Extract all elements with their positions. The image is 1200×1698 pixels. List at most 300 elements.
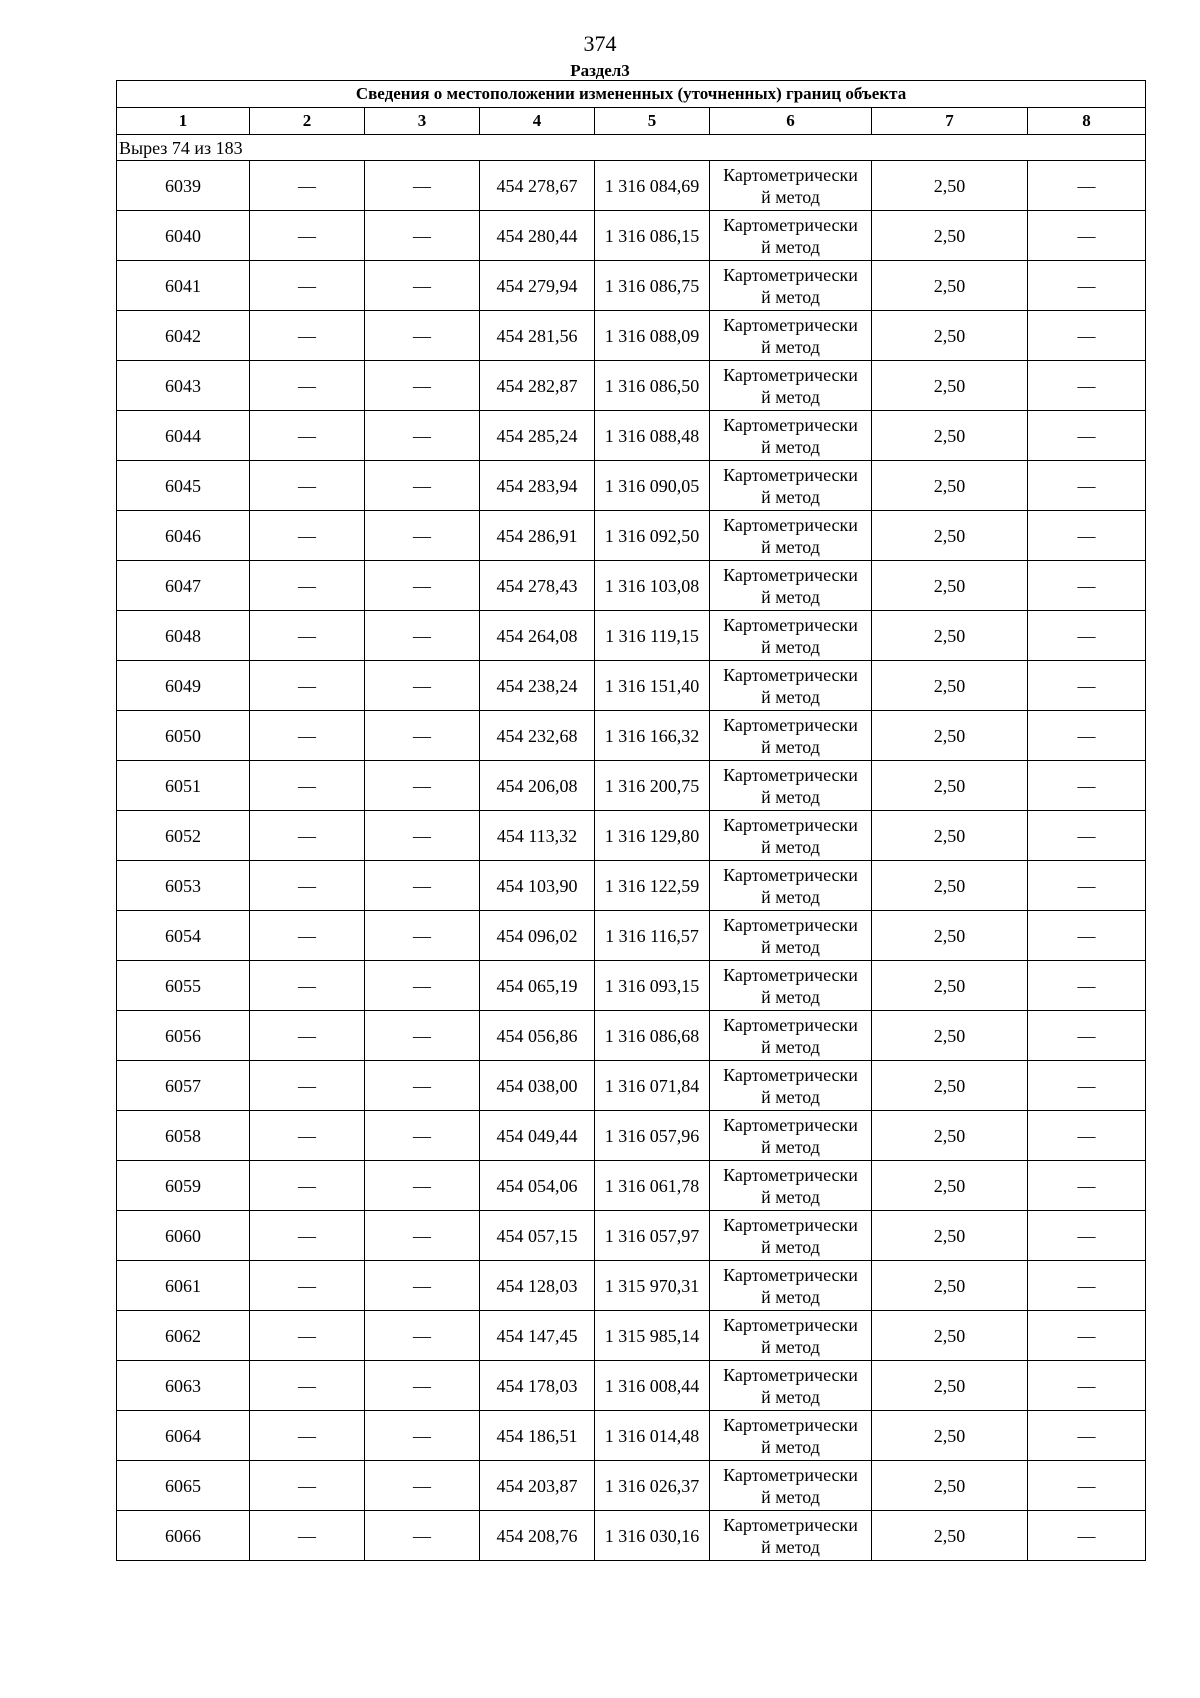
col8-cell: —: [1028, 611, 1146, 661]
table-row: [117, 1061, 1146, 1111]
col2-cell: —: [250, 1111, 365, 1161]
point-number-cell: 6066: [117, 1511, 250, 1561]
method-line-1: Картометрически: [723, 1164, 858, 1185]
col8-cell: —: [1028, 1511, 1146, 1561]
column-number-header: 3: [365, 108, 480, 135]
method-cell: [710, 211, 872, 261]
table-row: [117, 1361, 1146, 1411]
method-cell: [710, 161, 872, 211]
accuracy-cell: 2,50: [872, 311, 1028, 361]
point-number-cell: 6039: [117, 161, 250, 211]
method-line-1: Картометрически: [723, 664, 858, 685]
accuracy-cell: 2,50: [872, 1061, 1028, 1111]
col8-cell: —: [1028, 261, 1146, 311]
col2-cell: —: [250, 1511, 365, 1561]
method-line-1: Картометрически: [723, 214, 858, 235]
x-coordinate-cell: 454 278,43: [480, 561, 595, 611]
col8-cell: —: [1028, 1061, 1146, 1111]
col8-cell: —: [1028, 1361, 1146, 1411]
accuracy-cell: 2,50: [872, 811, 1028, 861]
col2-cell: —: [250, 1461, 365, 1511]
table-row: [117, 1011, 1146, 1061]
x-coordinate-cell: 454 203,87: [480, 1461, 595, 1511]
table-row: [117, 1261, 1146, 1311]
table-row: [117, 661, 1146, 711]
method-cell: [710, 661, 872, 711]
y-coordinate-cell: 1 316 071,84: [595, 1061, 710, 1111]
method-line-2: й метод: [761, 1036, 820, 1057]
y-coordinate-cell: 1 316 030,16: [595, 1511, 710, 1561]
method-cell: [710, 311, 872, 361]
col3-cell: —: [365, 511, 480, 561]
x-coordinate-cell: 454 278,67: [480, 161, 595, 211]
method-line-1: Картометрически: [723, 164, 858, 185]
method-line-1: Картометрически: [723, 1314, 858, 1335]
col3-cell: —: [365, 1061, 480, 1111]
y-coordinate-cell: 1 316 090,05: [595, 461, 710, 511]
method-cell: [710, 1411, 872, 1461]
method-cell: [710, 1511, 872, 1561]
col8-cell: —: [1028, 1161, 1146, 1211]
col3-cell: —: [365, 311, 480, 361]
col8-cell: —: [1028, 211, 1146, 261]
accuracy-cell: 2,50: [872, 361, 1028, 411]
x-coordinate-cell: 454 056,86: [480, 1011, 595, 1061]
x-coordinate-cell: 454 279,94: [480, 261, 595, 311]
y-coordinate-cell: 1 315 985,14: [595, 1311, 710, 1361]
method-line-1: Картометрически: [723, 364, 858, 385]
y-coordinate-cell: 1 316 086,15: [595, 211, 710, 261]
col3-cell: —: [365, 1311, 480, 1361]
y-coordinate-cell: 1 316 122,59: [595, 861, 710, 911]
accuracy-cell: 2,50: [872, 461, 1028, 511]
method-cell: [710, 361, 872, 411]
col2-cell: —: [250, 1011, 365, 1061]
col3-cell: —: [365, 461, 480, 511]
accuracy-cell: 2,50: [872, 211, 1028, 261]
table-row: [117, 811, 1146, 861]
method-line-2: й метод: [761, 286, 820, 307]
col2-cell: —: [250, 911, 365, 961]
point-number-cell: 6059: [117, 1161, 250, 1211]
y-coordinate-cell: 1 316 093,15: [595, 961, 710, 1011]
table-row: [117, 761, 1146, 811]
method-line-1: Картометрически: [723, 964, 858, 985]
method-cell: [710, 411, 872, 461]
method-line-2: й метод: [761, 386, 820, 407]
col8-cell: —: [1028, 711, 1146, 761]
table-row: [117, 961, 1146, 1011]
method-cell: [710, 1011, 872, 1061]
x-coordinate-cell: 454 057,15: [480, 1211, 595, 1261]
table-row: [117, 461, 1146, 511]
col8-cell: —: [1028, 761, 1146, 811]
col8-cell: —: [1028, 1211, 1146, 1261]
table-row: [117, 1461, 1146, 1511]
col3-cell: —: [365, 1411, 480, 1461]
method-line-2: й метод: [761, 736, 820, 757]
col2-cell: —: [250, 961, 365, 1011]
point-number-cell: 6041: [117, 261, 250, 311]
col2-cell: —: [250, 661, 365, 711]
point-number-cell: 6047: [117, 561, 250, 611]
method-line-1: Картометрически: [723, 714, 858, 735]
point-number-cell: 6062: [117, 1311, 250, 1361]
y-coordinate-cell: 1 316 086,68: [595, 1011, 710, 1061]
y-coordinate-cell: 1 316 014,48: [595, 1411, 710, 1461]
col8-cell: —: [1028, 1011, 1146, 1061]
x-coordinate-cell: 454 186,51: [480, 1411, 595, 1461]
y-coordinate-cell: 1 316 057,96: [595, 1111, 710, 1161]
method-line-2: й метод: [761, 486, 820, 507]
method-line-2: й метод: [761, 886, 820, 907]
method-line-2: й метод: [761, 336, 820, 357]
y-coordinate-cell: 1 316 088,48: [595, 411, 710, 461]
table-row: [117, 861, 1146, 911]
page-number: 374: [583, 31, 617, 56]
table-caption: Сведения о местоположении измененных (уточненных) границ объекта: [117, 81, 1146, 108]
accuracy-cell: 2,50: [872, 161, 1028, 211]
method-cell: [710, 1111, 872, 1161]
method-cell: [710, 561, 872, 611]
y-coordinate-cell: 1 316 088,09: [595, 311, 710, 361]
col2-cell: —: [250, 1261, 365, 1311]
method-line-2: й метод: [761, 186, 820, 207]
method-cell: [710, 911, 872, 961]
accuracy-cell: 2,50: [872, 1311, 1028, 1361]
col2-cell: —: [250, 261, 365, 311]
method-line-2: й метод: [761, 786, 820, 807]
col8-cell: —: [1028, 811, 1146, 861]
col8-cell: —: [1028, 461, 1146, 511]
accuracy-cell: 2,50: [872, 761, 1028, 811]
table-row: [117, 711, 1146, 761]
accuracy-cell: 2,50: [872, 411, 1028, 461]
method-line-1: Картометрически: [723, 1464, 858, 1485]
table-row: [117, 1311, 1146, 1361]
y-coordinate-cell: 1 316 119,15: [595, 611, 710, 661]
y-coordinate-cell: 1 316 026,37: [595, 1461, 710, 1511]
method-line-1: Картометрически: [723, 1264, 858, 1285]
col8-cell: —: [1028, 411, 1146, 461]
method-line-1: Картометрически: [723, 1064, 858, 1085]
col2-cell: —: [250, 1411, 365, 1461]
method-line-2: й метод: [761, 1336, 820, 1357]
y-coordinate-cell: 1 316 008,44: [595, 1361, 710, 1411]
point-number-cell: 6058: [117, 1111, 250, 1161]
col8-cell: —: [1028, 1461, 1146, 1511]
column-number-header: 8: [1028, 108, 1146, 135]
method-line-1: Картометрически: [723, 564, 858, 585]
col3-cell: —: [365, 411, 480, 461]
point-number-cell: 6056: [117, 1011, 250, 1061]
method-line-1: Картометрически: [723, 864, 858, 885]
col2-cell: —: [250, 461, 365, 511]
column-number-header: 2: [250, 108, 365, 135]
y-coordinate-cell: 1 316 057,97: [595, 1211, 710, 1261]
col3-cell: —: [365, 811, 480, 861]
point-number-cell: 6050: [117, 711, 250, 761]
method-line-2: й метод: [761, 936, 820, 957]
point-number-cell: 6048: [117, 611, 250, 661]
x-coordinate-cell: 454 206,08: [480, 761, 595, 811]
x-coordinate-cell: 454 232,68: [480, 711, 595, 761]
table-row: [117, 561, 1146, 611]
col8-cell: —: [1028, 361, 1146, 411]
accuracy-cell: 2,50: [872, 511, 1028, 561]
x-coordinate-cell: 454 281,56: [480, 311, 595, 361]
table-row: [117, 161, 1146, 211]
col2-cell: —: [250, 1211, 365, 1261]
accuracy-cell: 2,50: [872, 1161, 1028, 1211]
method-line-2: й метод: [761, 1286, 820, 1307]
table-row: [117, 1111, 1146, 1161]
method-line-2: й метод: [761, 1536, 820, 1557]
point-number-cell: 6055: [117, 961, 250, 1011]
col2-cell: —: [250, 761, 365, 811]
col3-cell: —: [365, 1111, 480, 1161]
point-number-cell: 6042: [117, 311, 250, 361]
col3-cell: —: [365, 261, 480, 311]
method-line-1: Картометрически: [723, 1114, 858, 1135]
x-coordinate-cell: 454 103,90: [480, 861, 595, 911]
method-line-1: Картометрически: [723, 314, 858, 335]
accuracy-cell: 2,50: [872, 711, 1028, 761]
accuracy-cell: 2,50: [872, 1411, 1028, 1461]
col3-cell: —: [365, 561, 480, 611]
table-row: [117, 311, 1146, 361]
point-number-cell: 6053: [117, 861, 250, 911]
point-number-cell: 6061: [117, 1261, 250, 1311]
col2-cell: —: [250, 611, 365, 661]
col3-cell: —: [365, 1261, 480, 1311]
x-coordinate-cell: 454 096,02: [480, 911, 595, 961]
method-line-1: Картометрически: [723, 1414, 858, 1435]
table-row: [117, 261, 1146, 311]
method-line-1: Картометрически: [723, 1514, 858, 1535]
method-line-2: й метод: [761, 1386, 820, 1407]
method-line-2: й метод: [761, 436, 820, 457]
method-cell: [710, 1161, 872, 1211]
col2-cell: —: [250, 1361, 365, 1411]
y-coordinate-cell: 1 316 061,78: [595, 1161, 710, 1211]
col2-cell: —: [250, 1161, 365, 1211]
x-coordinate-cell: 454 285,24: [480, 411, 595, 461]
method-line-2: й метод: [761, 686, 820, 707]
cut-label: Вырез 74 из 183: [117, 135, 1146, 161]
method-line-2: й метод: [761, 636, 820, 657]
col3-cell: —: [365, 1361, 480, 1411]
col2-cell: —: [250, 211, 365, 261]
y-coordinate-cell: 1 316 092,50: [595, 511, 710, 561]
y-coordinate-cell: 1 316 200,75: [595, 761, 710, 811]
method-cell: [710, 811, 872, 861]
col8-cell: —: [1028, 561, 1146, 611]
method-line-2: й метод: [761, 1486, 820, 1507]
x-coordinate-cell: 454 280,44: [480, 211, 595, 261]
x-coordinate-cell: 454 282,87: [480, 361, 595, 411]
y-coordinate-cell: 1 316 151,40: [595, 661, 710, 711]
accuracy-cell: 2,50: [872, 911, 1028, 961]
col3-cell: —: [365, 1461, 480, 1511]
method-line-1: Картометрически: [723, 1014, 858, 1035]
col8-cell: —: [1028, 161, 1146, 211]
x-coordinate-cell: 454 283,94: [480, 461, 595, 511]
col3-cell: —: [365, 1011, 480, 1061]
method-cell: [710, 711, 872, 761]
method-line-1: Картометрически: [723, 764, 858, 785]
method-line-1: Картометрически: [723, 814, 858, 835]
accuracy-cell: 2,50: [872, 661, 1028, 711]
table-row: [117, 411, 1146, 461]
col3-cell: —: [365, 1511, 480, 1561]
x-coordinate-cell: 454 238,24: [480, 661, 595, 711]
method-cell: [710, 611, 872, 661]
accuracy-cell: 2,50: [872, 611, 1028, 661]
method-line-2: й метод: [761, 236, 820, 257]
method-line-2: й метод: [761, 1136, 820, 1157]
method-line-1: Картометрически: [723, 264, 858, 285]
col3-cell: —: [365, 1211, 480, 1261]
col8-cell: —: [1028, 661, 1146, 711]
method-line-2: й метод: [761, 986, 820, 1007]
column-number-header: 6: [710, 108, 872, 135]
col8-cell: —: [1028, 511, 1146, 561]
method-cell: [710, 1461, 872, 1511]
col3-cell: —: [365, 961, 480, 1011]
point-number-cell: 6040: [117, 211, 250, 261]
method-cell: [710, 761, 872, 811]
accuracy-cell: 2,50: [872, 1361, 1028, 1411]
col3-cell: —: [365, 161, 480, 211]
table-row: [117, 611, 1146, 661]
point-number-cell: 6054: [117, 911, 250, 961]
col3-cell: —: [365, 211, 480, 261]
col2-cell: —: [250, 861, 365, 911]
col8-cell: —: [1028, 1261, 1146, 1311]
y-coordinate-cell: 1 316 103,08: [595, 561, 710, 611]
method-cell: [710, 961, 872, 1011]
table-row: [117, 511, 1146, 561]
col3-cell: —: [365, 361, 480, 411]
x-coordinate-cell: 454 065,19: [480, 961, 595, 1011]
col8-cell: —: [1028, 1411, 1146, 1461]
accuracy-cell: 2,50: [872, 1011, 1028, 1061]
method-cell: [710, 511, 872, 561]
method-cell: [710, 1061, 872, 1111]
col2-cell: —: [250, 311, 365, 361]
accuracy-cell: 2,50: [872, 1461, 1028, 1511]
x-coordinate-cell: 454 264,08: [480, 611, 595, 661]
section-title: Раздел3: [570, 61, 630, 80]
col3-cell: —: [365, 861, 480, 911]
method-line-2: й метод: [761, 536, 820, 557]
col8-cell: —: [1028, 861, 1146, 911]
column-number-header: 4: [480, 108, 595, 135]
y-coordinate-cell: 1 316 129,80: [595, 811, 710, 861]
y-coordinate-cell: 1 316 084,69: [595, 161, 710, 211]
accuracy-cell: 2,50: [872, 261, 1028, 311]
col2-cell: —: [250, 811, 365, 861]
point-number-cell: 6051: [117, 761, 250, 811]
accuracy-cell: 2,50: [872, 561, 1028, 611]
point-number-cell: 6044: [117, 411, 250, 461]
col8-cell: —: [1028, 1111, 1146, 1161]
method-cell: [710, 1211, 872, 1261]
accuracy-cell: 2,50: [872, 1111, 1028, 1161]
method-line-1: Картометрически: [723, 914, 858, 935]
point-number-cell: 6063: [117, 1361, 250, 1411]
accuracy-cell: 2,50: [872, 961, 1028, 1011]
y-coordinate-cell: 1 316 086,75: [595, 261, 710, 311]
method-cell: [710, 1361, 872, 1411]
x-coordinate-cell: 454 286,91: [480, 511, 595, 561]
col2-cell: —: [250, 1061, 365, 1111]
table-row: [117, 1161, 1146, 1211]
x-coordinate-cell: 454 208,76: [480, 1511, 595, 1561]
point-number-cell: 6065: [117, 1461, 250, 1511]
accuracy-cell: 2,50: [872, 1261, 1028, 1311]
col2-cell: —: [250, 161, 365, 211]
x-coordinate-cell: 454 147,45: [480, 1311, 595, 1361]
accuracy-cell: 2,50: [872, 1211, 1028, 1261]
col8-cell: —: [1028, 1311, 1146, 1361]
y-coordinate-cell: 1 316 166,32: [595, 711, 710, 761]
x-coordinate-cell: 454 049,44: [480, 1111, 595, 1161]
col8-cell: —: [1028, 961, 1146, 1011]
method-cell: [710, 861, 872, 911]
method-line-2: й метод: [761, 1186, 820, 1207]
point-number-cell: 6057: [117, 1061, 250, 1111]
col3-cell: —: [365, 661, 480, 711]
table-row: [117, 211, 1146, 261]
col3-cell: —: [365, 711, 480, 761]
table-row: [117, 361, 1146, 411]
method-cell: [710, 1311, 872, 1361]
x-coordinate-cell: 454 128,03: [480, 1261, 595, 1311]
y-coordinate-cell: 1 316 116,57: [595, 911, 710, 961]
x-coordinate-cell: 454 178,03: [480, 1361, 595, 1411]
method-line-2: й метод: [761, 1086, 820, 1107]
method-cell: [710, 1261, 872, 1311]
col2-cell: —: [250, 711, 365, 761]
method-line-1: Картометрически: [723, 1364, 858, 1385]
x-coordinate-cell: 454 113,32: [480, 811, 595, 861]
col2-cell: —: [250, 361, 365, 411]
column-number-header: 7: [872, 108, 1028, 135]
x-coordinate-cell: 454 038,00: [480, 1061, 595, 1111]
point-number-cell: 6064: [117, 1411, 250, 1461]
method-line-2: й метод: [761, 1436, 820, 1457]
col3-cell: —: [365, 761, 480, 811]
col2-cell: —: [250, 411, 365, 461]
col2-cell: —: [250, 1311, 365, 1361]
column-number-header: 5: [595, 108, 710, 135]
method-line-2: й метод: [761, 836, 820, 857]
table-row: [117, 911, 1146, 961]
method-cell: [710, 461, 872, 511]
y-coordinate-cell: 1 316 086,50: [595, 361, 710, 411]
column-number-header: 1: [117, 108, 250, 135]
method-line-1: Картометрически: [723, 514, 858, 535]
point-number-cell: 6046: [117, 511, 250, 561]
col8-cell: —: [1028, 911, 1146, 961]
accuracy-cell: 2,50: [872, 1511, 1028, 1561]
col2-cell: —: [250, 561, 365, 611]
x-coordinate-cell: 454 054,06: [480, 1161, 595, 1211]
method-line-2: й метод: [761, 1236, 820, 1257]
col3-cell: —: [365, 911, 480, 961]
